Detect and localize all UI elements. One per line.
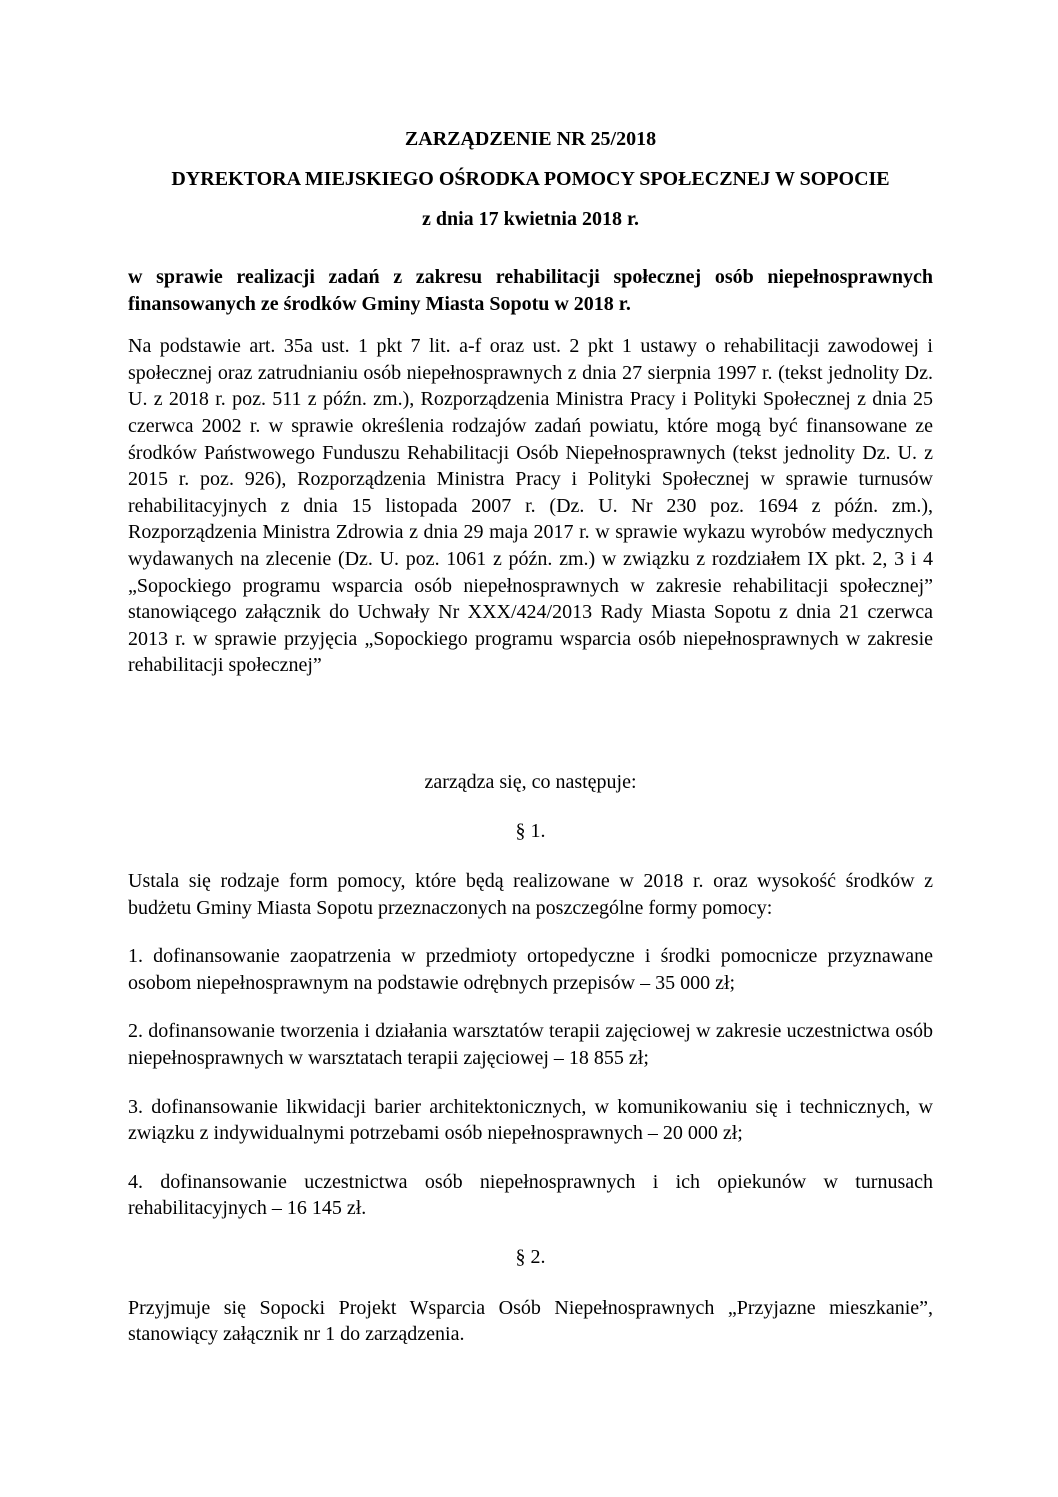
decree-intro: zarządza się, co następuje: bbox=[424, 770, 637, 793]
section-2-text: Przyjmuje się Sopocki Projekt Wsparcia Osób Niepełnosprawnych „Przyjazne mieszkanie”, stanowiący załącznik nr 1 do zarządzenia. bbox=[128, 1296, 933, 1346]
list-item: 1. dofinansowanie zaopatrzenia w przedmioty ortopedyczne i środki pomocnicze przyznawane osobom niepełnosprawnym na podstawie odrębnych przepisów – 35 000 zł; bbox=[128, 945, 933, 994]
document-body bbox=[128, 122, 933, 1348]
document-title: ZARZĄDZENIE NR 25/2018 bbox=[404, 128, 657, 150]
list-item: 4. dofinansowanie uczestnictwa osób niepełnosprawnych i ich opiekunów w turnusach rehabilitacyjnych – 16 145 zł. bbox=[128, 1170, 933, 1220]
document-date: z dnia 17 kwietnia 2018 r. bbox=[421, 208, 640, 230]
section-1-mark: § 1. bbox=[515, 819, 546, 842]
document-subject: w sprawie realizacji zadań z zakresu rehabilitacji społecznej osób niepełnosprawnych finansowanych ze środków Gminy Miasta Sopotu w 2018 r. bbox=[128, 266, 933, 315]
legal-basis-paragraph: Na podstawie art. 35a ust. 1 pkt 7 lit. a-f oraz ust. 2 pkt 1 ustawy o rehabilitacji zawodowej i społecznej oraz zatrudnianiu osób niepełnosprawnych z dnia 27 sierpnia 1997 r. (tekst jednolity Dz. U. z 2018 r. poz. 511 z późn. zm.), Rozporządzenia Ministra Pracy i Polityki Społecznej z dnia 25 czerwca 2002 r. w sprawie określenia rodzajów zadań powiatu, które mogą być finansowane ze środków Państwowego Funduszu Rehabilitacji Osób Niepełnosprawnych (tekst jednolity Dz. U. z 2015 r. poz. 926), Rozporządzenia Ministra Pracy i Polityki Społecznej w sprawie turnusów rehabilitacyjnych z dnia 15 listopada 2007 r. (Dz. U. Nr 230 poz. 1694 z późn. zm.), Rozporządzenia Ministra Zdrowia z dnia 29 maja 2017 r. w sprawie wykazu wyrobów medycznych wydawanych na zlecenie (Dz. U. poz. 1061 z późn. zm.) w związku z rozdziałem IX pkt. 2, 3 i 4 „Sopockiego programu wsparcia osób niepełnosprawnych w zakresie rehabilitacji społecznej” stanowiącego załącznik do Uchwały Nr XXX/424/2013 Rady Miasta Sopotu z dnia 21 czerwca 2013 r. w sprawie przyjęcia „Sopockiego programu wsparcia osób niepełnosprawnych w zakresie rehabilitacji społecznej” bbox=[128, 335, 933, 677]
document-issuer: DYREKTORA MIEJSKIEGO OŚRODKA POMOCY SPOŁECZNEJ W SOPOCIE bbox=[171, 168, 890, 190]
section-1-intro: Ustala się rodzaje form pomocy, które będą realizowane w 2018 r. oraz wysokość środków z budżetu Gminy Miasta Sopotu przeznaczonych na poszczególne formy pomocy: bbox=[128, 870, 933, 919]
list-item: 2. dofinansowanie tworzenia i działania warsztatów terapii zajęciowej w zakresie uczestnictwa osób niepełnosprawnych w warsztatach terapii zajęciowej – 18 855 zł; bbox=[128, 1020, 933, 1070]
section-2-mark: § 2. bbox=[515, 1246, 546, 1269]
list-item: 3. dofinansowanie likwidacji barier architektonicznych, w komunikowaniu się i technicznych, w związku z indywidualnymi potrzebami osób niepełnosprawnych – 20 000 zł; bbox=[128, 1095, 933, 1145]
